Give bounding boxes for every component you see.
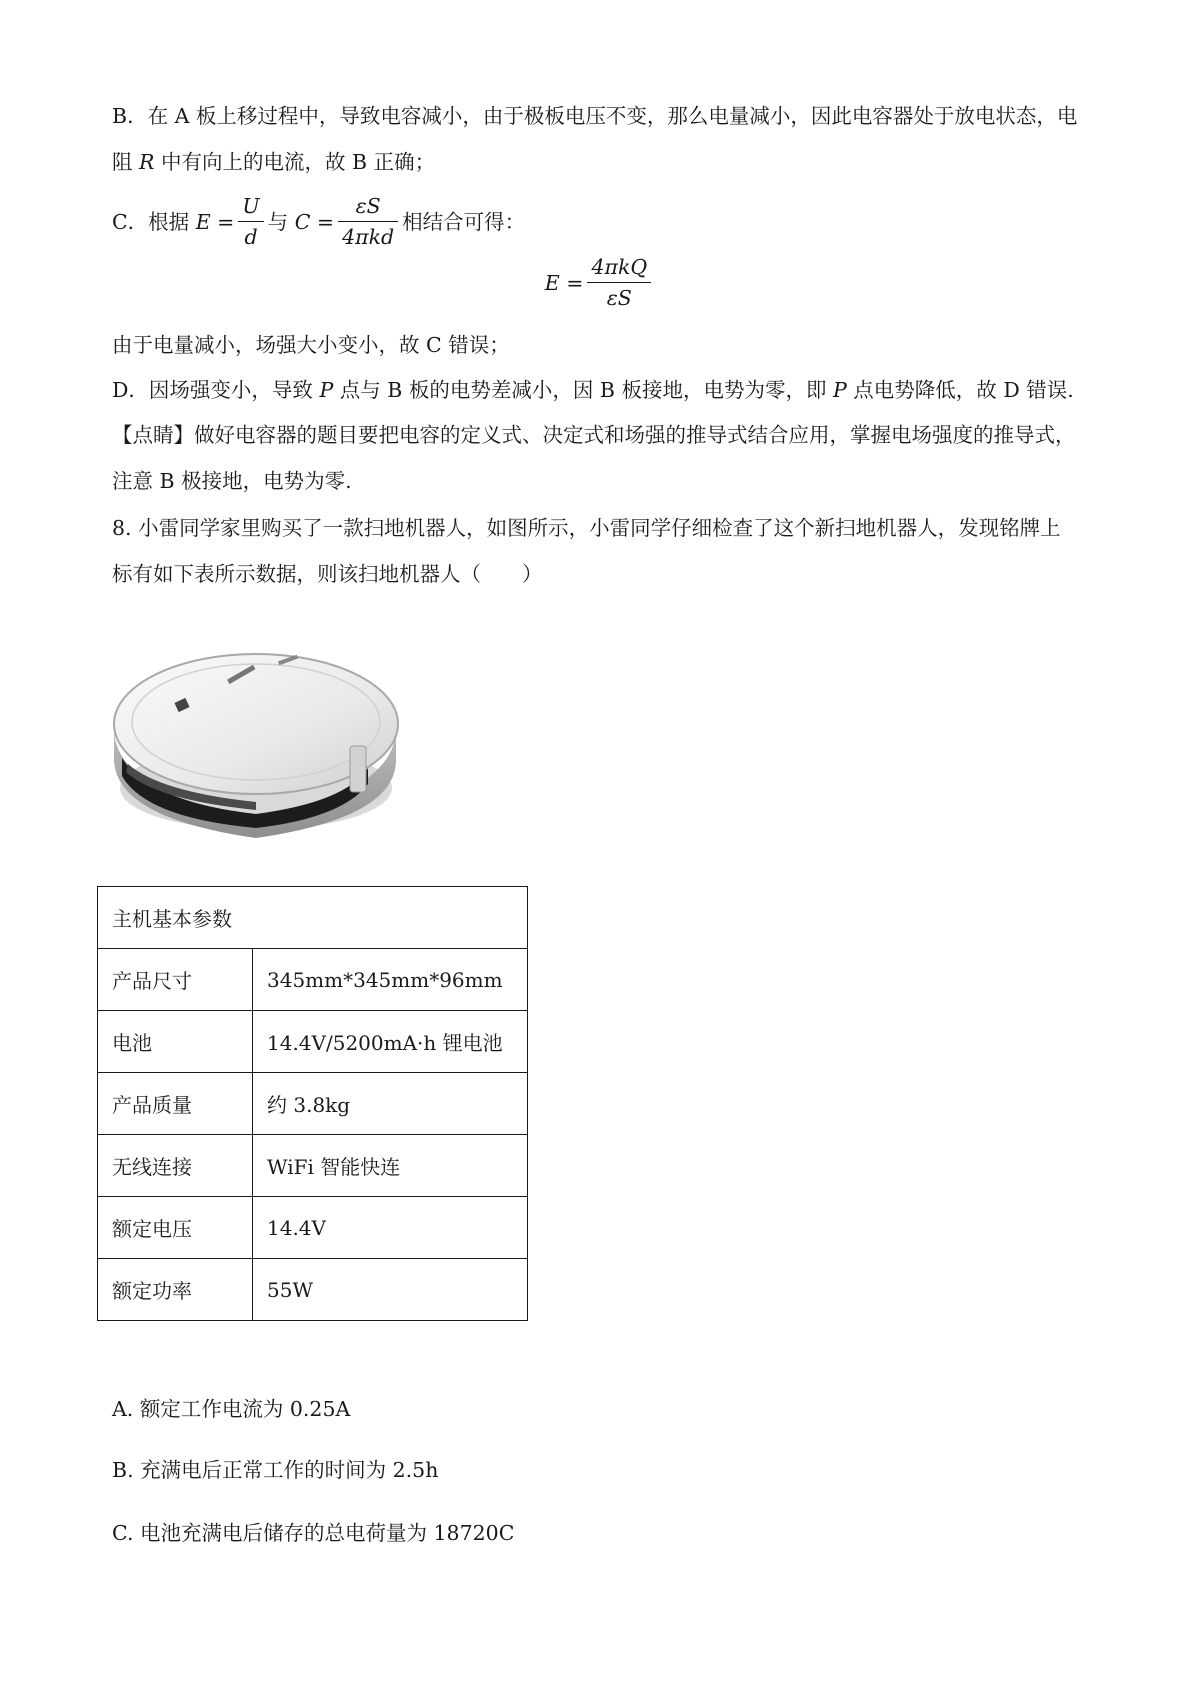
text-line: B．在 A 板上移过程中，导致电容减小，由于极板电压不变，那么电量减小，因此电容器处于放电状态，电: [112, 104, 1078, 128]
denominator: 4πkd: [338, 221, 398, 250]
fraction-capacitance: [338, 193, 398, 250]
text-fragment: 与: [267, 210, 295, 234]
table-key-cell: 产品质量: [98, 1073, 253, 1135]
table-value-cell: 55W: [253, 1259, 528, 1321]
table-row: [98, 1011, 528, 1073]
table-value-cell: 14.4V/5200mA·h 锂电池: [253, 1011, 528, 1073]
question-8: [112, 505, 1100, 597]
text-fragment: 点电势降低，故 D 错误.: [846, 378, 1074, 402]
choice-a: A. 额定工作电流为 0.25A: [112, 1397, 351, 1421]
text-fragment: 点与 B 板的电势差减小，因 B 板接地，电势为零，即: [333, 378, 833, 402]
formula-lhs: E =: [195, 210, 235, 234]
table-value-cell: WiFi 智能快连: [253, 1135, 528, 1197]
text-fragment: 相结合可得：: [402, 210, 526, 234]
robot-vacuum-image: [110, 642, 400, 842]
table-row: [98, 949, 528, 1011]
field-strength-equation: [0, 256, 1200, 313]
table-key-cell: 产品尺寸: [98, 949, 253, 1011]
formula-lhs: C =: [294, 210, 335, 234]
table-key-cell: 无线连接: [98, 1135, 253, 1197]
formula-lhs: E =: [544, 271, 584, 295]
variable-r: R: [139, 150, 155, 174]
text-fragment: 阻: [112, 150, 140, 174]
numerator: U: [242, 194, 260, 218]
table-row: [98, 1135, 528, 1197]
table-key-cell: 额定电压: [98, 1197, 253, 1259]
text-line: 由于电量减小，场强大小变小，故 C 错误；: [112, 333, 510, 357]
text-line: 8. 小雷同学家里购买了一款扫地机器人，如图所示，小雷同学仔细检查了这个新扫地机器人，发现铭牌上: [112, 516, 1061, 540]
text-line: 注意 B 极接地，电势为零.: [112, 469, 352, 493]
table-header-cell: 主机基本参数: [98, 887, 528, 949]
table-row: [98, 1073, 528, 1135]
table-key-cell: 额定功率: [98, 1259, 253, 1321]
text-line: 【点睛】做好电容器的题目要把电容的定义式、决定式和场强的推导式结合应用，掌握电场强度的推导式，: [112, 423, 1076, 447]
table-value-cell: 345mm*345mm*96mm: [253, 949, 528, 1011]
text-line: 标有如下表所示数据，则该扫地机器人（ ）: [112, 562, 543, 586]
table-row: [98, 1259, 528, 1321]
table-value-cell: 14.4V: [253, 1197, 528, 1259]
denominator: εS: [587, 282, 651, 311]
table-header-row: [98, 887, 528, 949]
table-row: [98, 1197, 528, 1259]
variable-p: P: [319, 378, 334, 402]
variable-p: P: [832, 378, 847, 402]
text-fragment: 中有向上的电流，故 B 正确；: [154, 150, 436, 174]
option-c-conclusion: [112, 322, 1100, 368]
parameter-table: [97, 886, 528, 1321]
fraction-u-over-d: [238, 193, 263, 250]
numerator: 4πkQ: [591, 255, 648, 279]
tip-paragraph: [112, 412, 1100, 504]
table-value-cell: 约 3.8kg: [253, 1073, 528, 1135]
option-d-explanation: [112, 367, 1100, 413]
choice-c: C. 电池充满电后储存的总电荷量为 18720C: [112, 1521, 515, 1545]
numerator: εS: [355, 194, 381, 218]
text-fragment: C．根据: [112, 210, 196, 234]
option-b-explanation: [112, 93, 1100, 185]
denominator: d: [238, 221, 263, 250]
text-fragment: D．因场强变小，导致: [112, 378, 320, 402]
table-key-cell: 电池: [98, 1011, 253, 1073]
choice-b: B. 充满电后正常工作的时间为 2.5h: [112, 1458, 439, 1482]
fraction-field: [587, 254, 651, 311]
option-c-explanation: [112, 195, 1100, 252]
